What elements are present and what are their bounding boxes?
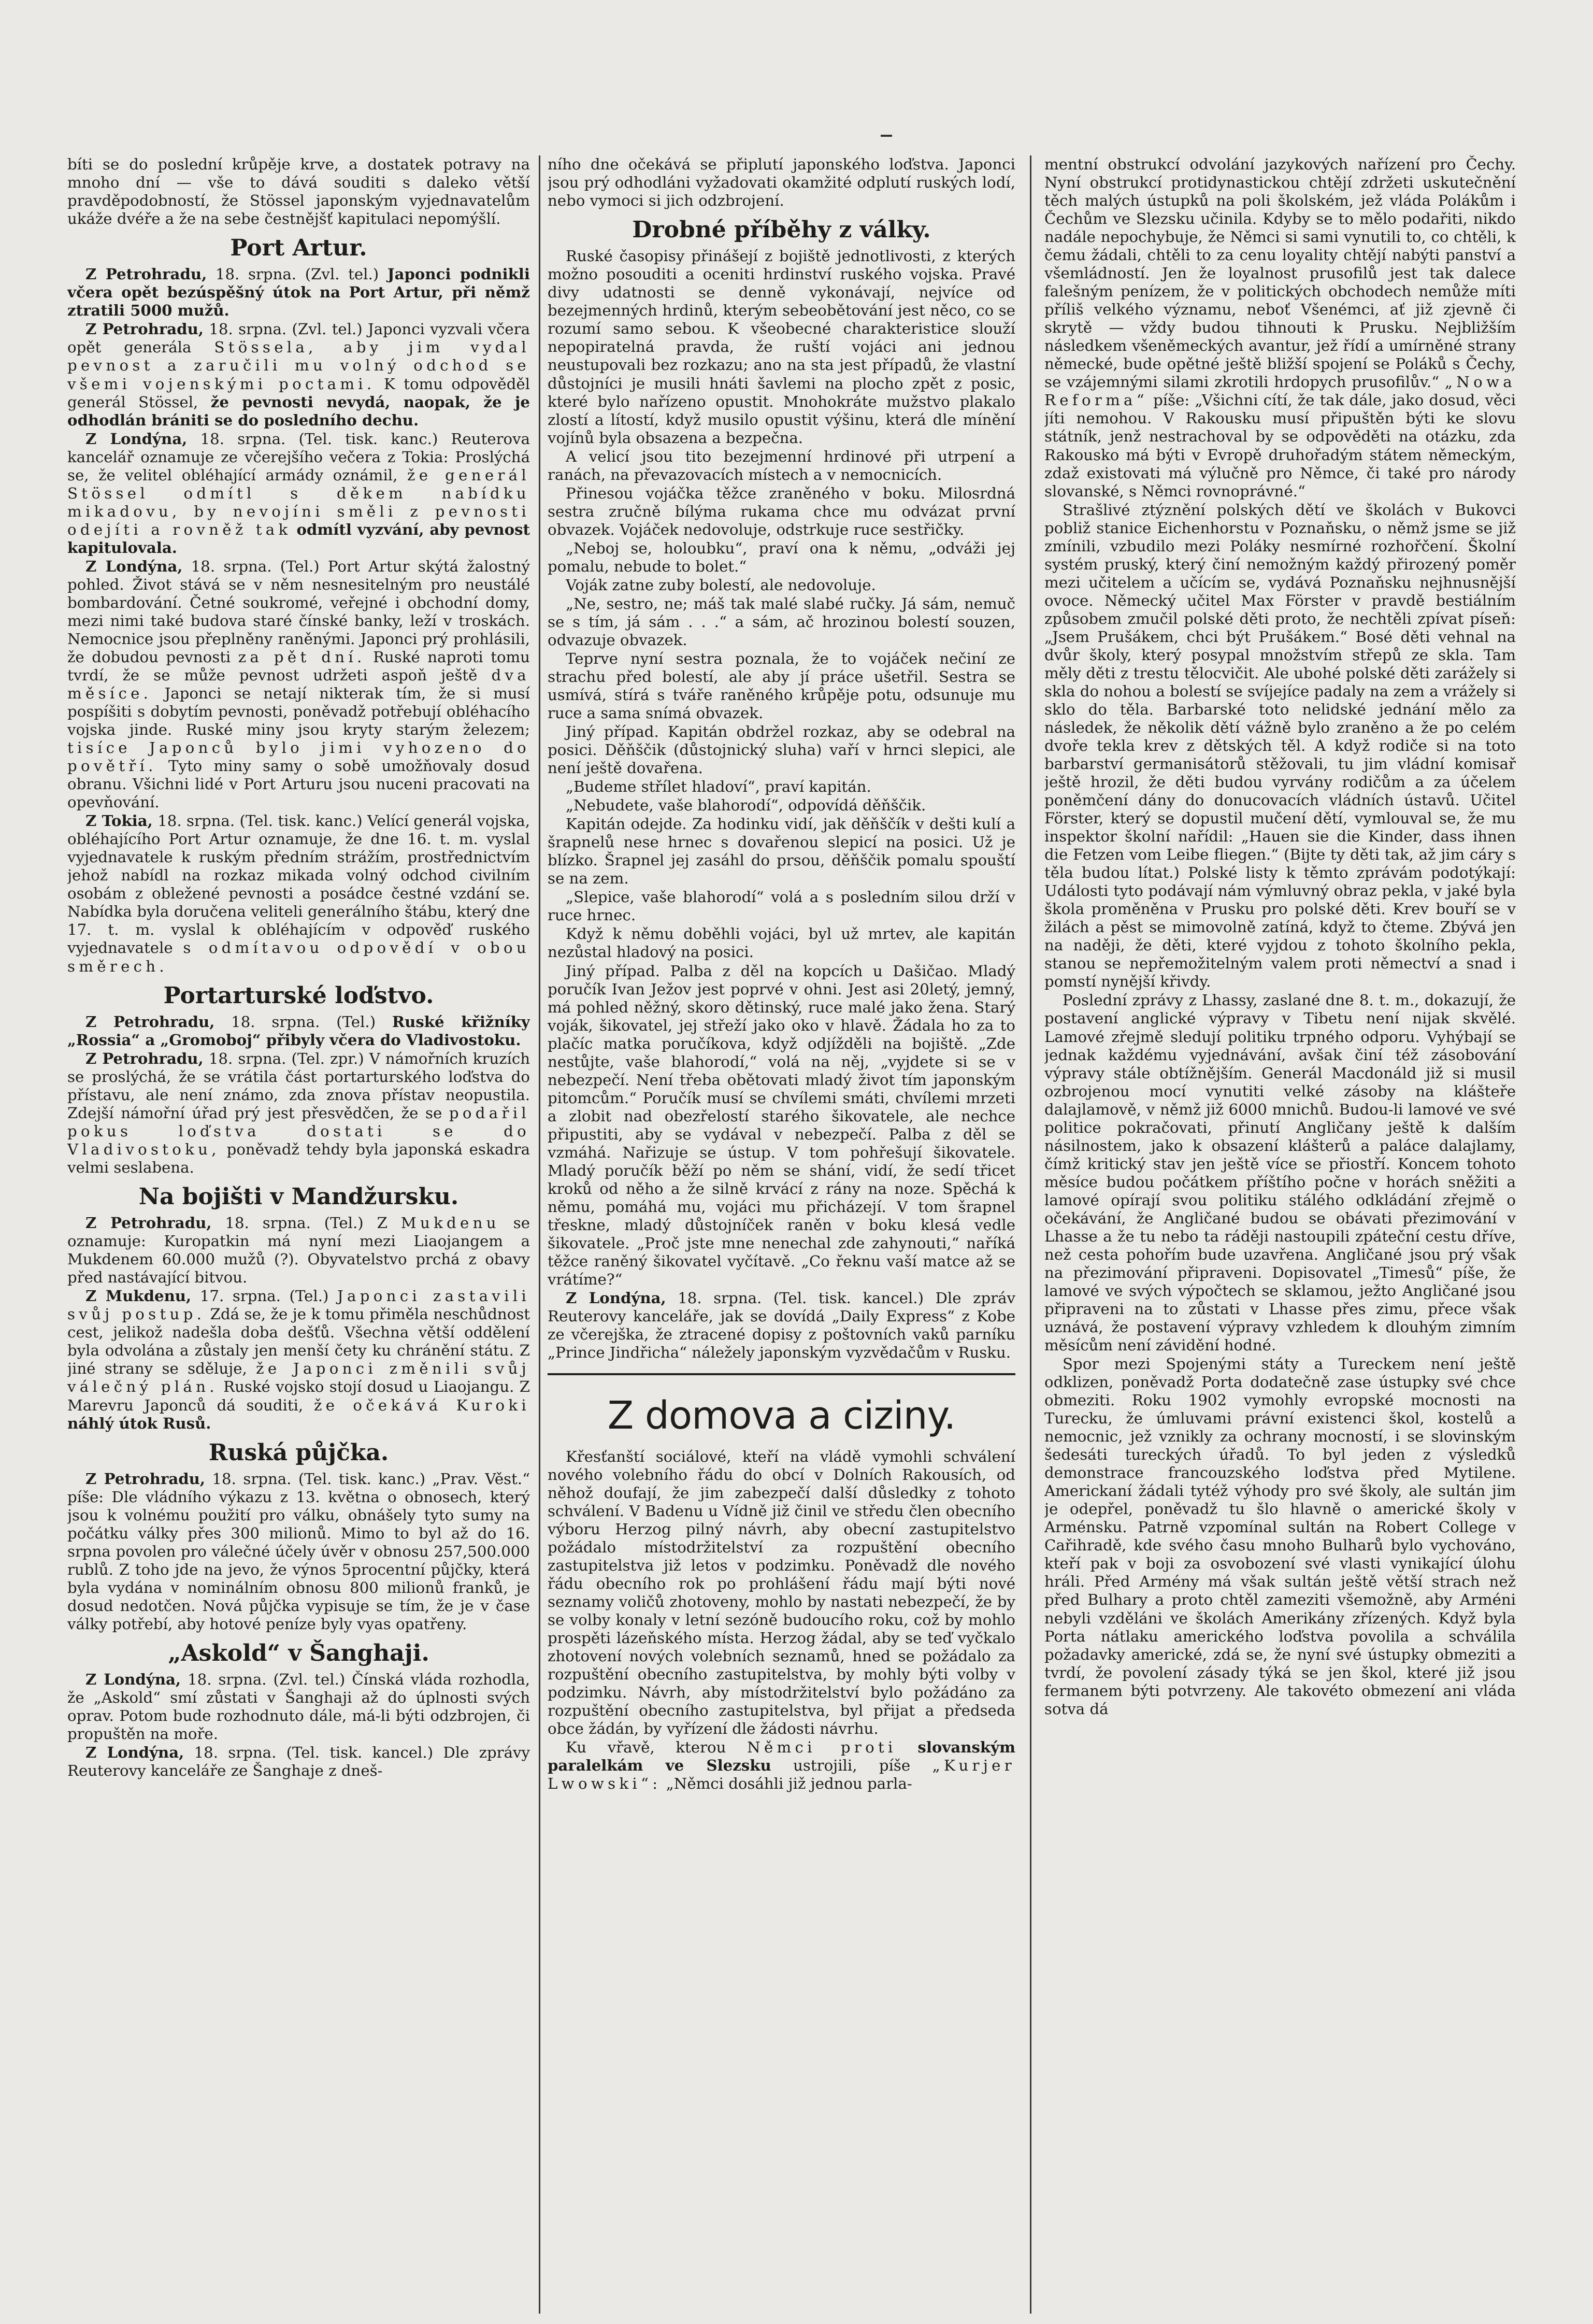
news-text: 18. srpna. (Zvl. tel.): [215, 265, 379, 283]
news-item: [67, 265, 530, 320]
news-text: 18. srpna. (Tel. tisk. kanc.) Velící generál vojska, obléhajícího Port Artur oznamuje, že dne 16. t. m. vyslal vyjednavatele k ruským předním strážím, prostřednictvím jehož nabídl na rozkaz mikada volný odchod civilním osobám z obležené pevnosti a posádce čestné vzdání se. Nabídka byla doručena veliteli generálního štábu, který dne 17. t. m. vyslal k obléhajícím v odpověď ruského vyjednavatele: [67, 812, 530, 957]
paragraph: Jiný případ. Kapitán obdržel rozkaz, aby se odebral na posici. Děňščik (důstojnický sluha) vaří v hrnci slepici, ale není ještě dovařena.: [548, 723, 1015, 777]
news-bold: odmítl vyzvání, aby pevnost kapitulovala.: [67, 520, 530, 557]
news-text: 18. srpna. (Tel. tisk. kancel.) Dle zpráv Reuterovy kanceláře, jak se dovídá „Daily Express“ z Kobe ze včerejška, že ztracené dopisy z poštovních vaků parníku „Prince Jindřicha“ náležely japonským vyzvědačům v Rusku.: [548, 1289, 1015, 1362]
section-heading-lodstvo: Portarturské loďstvo.: [163, 982, 434, 1009]
dateline: Z Petrohradu,: [85, 1013, 215, 1031]
paragraph: „Nebudete, vaše blahorodí“, odpovídá děňščik.: [566, 796, 926, 815]
dateline: Z Londýna,: [85, 430, 188, 448]
dateline: Z Petrohradu,: [85, 320, 204, 338]
news-item: [67, 812, 530, 975]
paragraph: „Neboj se, holoubku“, praví ona k němu, „odváži jej pomalu, nebude to bolet.“: [548, 539, 1015, 575]
paragraph: Poslední zprávy z Lhassy, zaslané dne 8. t. m., dokazují, že postavení anglické výpravy v Tibetu není nijak skvělé. Lamové zřejmě sledují politiku trpného odporu. Vyhýbají se jednak každému vyjednávání, avšak činí též zásobování výpravy stále obtížnějším. Generál Macdonáld již si musil ozbrojenou mocí vynutiti velké zásoby na klášteře dalajlamově, v němž již 6000 mnichů. Budou-li lamové ve své politice pokračovati, přinutí Angličany ještě k dalším násilnostem, jako k obsazení klášterů a paláce dalajlamy, čímž kritický stav jen ještě více se přiostří. Koncem tohoto měsíce budou počátkem příštího počne v horách sněžiti a lamové opírají svou politiku stálého odkládání zřejmě o očekávání, že Angličané budou se obávati přezimování v Lhasse a že tu nebo ta ráději nastoupili zpáteční cestu dříve, než cesta pohořím bude uzavřena. Angličané jsou prý však na přezimování připraveni. Dopisovatel „Timesů“ píše, že lamové ve svých výpočtech se sklamou, ježto Angličané jsou připraveni na to zůstati v Lhasse přes zimu, přece však uznává, že postavení výpravy vzhledem k dlouhým zimním měsícům není závidění hodné.: [1044, 991, 1516, 1355]
dateline: Z Petrohradu,: [85, 1049, 204, 1067]
news-bold: slovanským paralelkám ve Slezsku: [548, 1738, 1015, 1775]
news-text: 18. srpna. (Tel. tisk. kanc.) „Prav. Věst.“ píše: Dle vládního výkazu z 13. května o obnosech, který jsou k volnému použití pro válku, obnášely tyto sumy na počátku války přes 300 milionů. Mimo to byl až do 16. srpna povolen pro válečné účely úvěr v obnosu 257,500.000 rublů. Z toho jde na jevo, že výnos 5procentní půjčky, která byla vydána v nominálním obnosu 800 milionů franků, je dosud nedotčen. Nová půjčka vypisuje se tím, že je v čase války potřebí, aby hotové peníze byly vyas opatřeny.: [67, 1470, 530, 1633]
dateline: Z Petrohradu,: [85, 265, 207, 283]
news-item: [67, 1287, 530, 1432]
news-text: Ku vřavě, kterou: [566, 1738, 726, 1757]
news-item: [67, 1744, 530, 1780]
news-item: [548, 1289, 1015, 1362]
news-text: poněvadž tehdy byla japonská eskadra velmi seslabena.: [67, 1140, 530, 1176]
section-heading-pribehy: Drobné příběhy z války.: [632, 217, 931, 244]
section-heading-z-domova: Z domova a ciziny.: [548, 1373, 1015, 1436]
news-bold: Japonci podnikli včera opět bezúspěšný útok na Port Artur, při němž ztratili 5000 mužů.: [67, 265, 530, 320]
news-item: [67, 320, 530, 429]
paragraph: Spor mezi Spojenými státy a Tureckem není ještě odklizen, poněvadž Porta dodatečně zase ústupky své chce obmeziti. Roku 1902 vymohly evropské mocnosti na Turecku, že úmluvami právní existenci škol, kostelů a nemocnic, jež vznikly za ochrany mocností, i se slovinským šedesáti tureckých úřadů. To byl jeden z výsledků demonstrace francouzského loďstva před Mytilene. Americkaní žádali tytéž výhody pro své školy, ale sultán jim je odepřel, poněvadž tu šlo hlavně o americké školy v Arménsku. Patrně vzpomínal sultán na Robert College v Cařihradě, kde svého času mnoho Bulharů bylo vychováno, kteří pak v boji za osvobození své vlasti vynikající úlohu hráli. Před Armény má však sultán ještě větší strach než před Bulhary a proto chtěl zameziti všemožně, aby Arméni nebyli vzděláni ve školách Amerikány zřízených. Když byla Porta nátlaku amerického loďstva povolila a schválila požadavky americké, zdá se, že nyní své ústupky obmeziti a tvrdí, že povolení zásady týká se jen škol, které již jsou fermanem býti potvrzeny. Ale takovéto obmezení ani vláda sotva dá: [1044, 1355, 1516, 1718]
dateline: Z Tokia,: [85, 812, 153, 830]
news-text: Ruské vojsko stojí dosud u Liaojangu. Z Marevru Japonců dá souditi,: [67, 1378, 530, 1414]
news-text: K tomu odpověděl generál Stössel,: [67, 375, 530, 411]
news-text: 18. srpna. (Zvl. tel.) Japonci vyzvali včera opět generála: [67, 320, 530, 357]
paragraph: Přinesou vojáčka těžce zraněného v boku. Milosrdná sestra zručně bílýma rukama chce mu odvázat první obvazek. Vojáček nedovoluje, odstrkuje ruce sestřičky.: [548, 484, 1015, 538]
spaced-text: že Japonci změnili svůj válečný plán.: [67, 1360, 530, 1396]
news-text: Ruské naproti tomu tvrdí, že se může pevnost udržeti aspoň ještě: [67, 648, 530, 684]
news-item: [67, 1671, 530, 1743]
paragraph: „Slepice, vaše blahorodí“ volá a s posledním silou drží v ruce hrnec.: [548, 888, 1015, 924]
paragraph: Strašlivé ztýznění polských dětí ve školách v Bukovci pobliž stanice Eichenhorstu v Poznaňsku, o němž jsme se již zmínili, vzbudilo mezi Poláky nesmírné rozhořčení. Školní systém pruský, který činí nemožným každý přirozený poměr mezi učitelem a učícím se, vydává Poznaňsku nejhnusnější ovoce. Německý učitel Max Förster v pravdě bestiálním způsobem zmučil polské děti proto, že nechtěli zpívat píseň: „Jsem Prušákem, chci být Prušákem.“ Bosé děti vehnal na dvůr školy, který posypal množstvím střepů ze skla. Tam měly děti z trestu tělocvičit. Ale ubohé polské děti zarážely si skla do nohou a bolestí se svíjejíce padaly na zem a vrážely si sklo do těla. Barbarské toto nelidské jednání mělo za následek, že několik dětí vážně bylo zraněno a že po celém dvoře tekla krev z dětských těl. A když rodiče si na toto barbarství germanisátorů stěžovali, tu jim vládní komisař ještě hrozil, že děti budou vyrvány rodičům a za účelem poněmčení dány do donucovacích vládních ústavů. Učitel Förster, který se dopustil mučení dětí, vymlouval se, že mu inspektor školní nařídil: „Hauen sie die Kinder, dass ihnen die Fetzen vom Leibe fliegen.“ (Bijte ty děti tak, až jim cáry s těla budou lítat.) Polské listy k těmto zprávám podotýkají: Události tyto podávají nám výmluvný obraz pekla, v jaké byla škola proměněna v Prusku pro polské děti. Krev bouří se v žilách a pěst se mimovolně zatíná, když to čteme. Zbývá jen na naději, že děti, které vyjdou z tohoto školního pekla, stanou se nepřemožitelným valem proti němectví a snad i pomstí nynější křivdy.: [1044, 501, 1516, 991]
spaced-text: „Kurjer Lwowski“:: [548, 1757, 1015, 1793]
spaced-text: tisíce Japonců bylo jimi vyhozeno do povětří.: [67, 739, 530, 775]
paragraph: Křesťanští sociálové, kteří na vládě vymohli schválení nového volebního řádu do obcí v Dolních Rakousích, od něhož doufají, že jim zabezpečí další důsledky z tohoto schválení. V Badenu u Vídně již činil ve středu člen obecního výboru Herzog pilný návrh, aby obecní zastupitelstvo požádalo místodržitelství za rozpuštění obecního zastupitelstva již letos v podzimku. Poněvadž dle nového řádu obecního rok po prohlášení řádu mají býti nové seznamy voličů zhotoveny, mohlo by nastati nebezpečí, že by se volby konaly v letní sezóně budoucího roku, což by mohlo prospěti lázeňského místa. Herzog žádal, aby se teď vyčkalo zhotovení nových volebních seznamů, hned se požádalo za rozpuštění obecního zastupitelstva, by mohly býti volby v podzimku. Návrh, aby místodržitelství bylo požádáno za rozpuštění obecního zastupitelstva, byl přijat a předseda obce žádán, by vyřízení dle žádosti návrhu.: [548, 1447, 1015, 1738]
news-text: píše: „Všichni cítí, že tak dále, jako dosud, věci jíti nemohou. V Rakousku musí připuštěn býti ke slovu státník, jenž nestrachoval by se odpověděti na otázku, zda Rakousko má býti v Evropě druhořadým státem německým, zdaž existovati má výlučně pro Němce, či také pro národy slovanské, s Němci rovnoprávné.“: [1044, 391, 1516, 500]
section-heading-askold: „Askold“ v Šanghaji.: [168, 1640, 429, 1667]
news-text: 18. srpna. (Tel. tisk. kanc.) Reuterova kancelář oznamuje ze včerejšího večera z Tokia: Proslýchá se, že velitel obléhající armády oznámil,: [67, 430, 530, 484]
news-text: 18. srpna. (Tel. tisk. kancel.) Dle zprávy Reuterovy kanceláře ze Šanghaje z dneš-: [67, 1744, 530, 1780]
column-3: [1044, 155, 1516, 2314]
dateline: Z Petrohradu,: [85, 1214, 212, 1232]
news-text: Tyto miny samy o sobě umožňovaly dosud obranu. Všichni lidé v Port Arturu jsou nuceni pracovati na opevňování.: [67, 757, 530, 811]
spaced-text: že očekává Kuroki: [314, 1396, 530, 1414]
news-text: 17. srpna. (Tel.): [199, 1287, 329, 1305]
paragraph: ního dne očekává se připlutí japonského loďstva. Japonci jsou prý odhodláni vyžadovati okamžité odplutí ruských lodí, nebo vymoci si jich odzbrojení.: [548, 155, 1015, 210]
section-heading-mandzursko: Na bojišti v Mandžursku.: [138, 1184, 459, 1210]
paragraph: Kapitán odejde. Za hodinku vidí, jak děňščík v dešti kulí a šrapnelů nese hrnec s dovařenou slepicí na posici. Už je blízko. Šrapnel jej zasáhl do prsou, děňščik pomalu spouští se na zem.: [548, 815, 1015, 888]
column-rule: [539, 155, 540, 2314]
paragraph: bíti se do poslední krůpěje krve, a dostatek potravy na mnoho dní — vše to dává souditi s daleko větší pravděpodobností, že Stössel japonským vyjednavatelům ukáže dvéře a že na sebe čestnějšť kapitulaci nepomýšlí.: [67, 155, 530, 228]
news-bold: že pevnosti nevydá, naopak, že je odhodlán brániti se do posledního dechu.: [67, 393, 530, 429]
spaced-text: dva měsíce.: [67, 666, 530, 703]
paragraph: [548, 1738, 1015, 1793]
column-rule: [1030, 155, 1031, 2314]
news-item: [67, 558, 530, 811]
news-text: se oznamuje: Kuropatkin má nyní mezi Liaojangem a Mukdenem 60.000 mužů (?). Obyvatelstvo prchá z obavy před nastávající bitvou.: [67, 1214, 530, 1287]
news-text: 18. srpna. (Zvl. tel.) Čínská vláda rozhodla, že „Askold“ smí zůstati v Šanghaji až do úplnosti svých oprav. Potom bude rozhodnuto dále, má-li býti odzbrojen, či propuštěn na moře.: [67, 1671, 530, 1743]
spaced-text: Japonci zastavili svůj postup.: [67, 1287, 530, 1323]
news-item: [67, 1214, 530, 1287]
column-2: [548, 155, 1015, 2314]
dateline: Z Londýna,: [566, 1289, 666, 1307]
paragraph: Ruské časopisy přinášejí z bojiště jednotlivosti, z kterých možno posouditi a oceniti hrdinství ruského vojska. Pravé divy udatnosti se denně vykonávají, nejvíce od bezejmenných hrdinů, kterým sebeobětování jest něco, co se rozumí samo sebou. K všeobecné charakteristice slouží nepopiratelná pravda, že ruští vojáci ani jednou neustupovali bez rozkazu; ano na sta jest případů, že vlastní důstojníci je musili hnáti šavlemi na plocho zpět z posic, které bylo nařízeno opustit. Mnohokráte mužstvo plakalo zlostí a lítostí, když musilo opustit výšinu, která dle mínění vojínů byla obsazena a bezpečna.: [548, 247, 1015, 447]
spaced-text: Němci proti: [747, 1738, 897, 1757]
dateline: Z Mukdenu,: [85, 1287, 192, 1305]
print-mark: [881, 135, 892, 137]
dateline: Z Londýna,: [85, 1744, 184, 1762]
news-bold: Ruské křižníky „Rossia“ a „Gromoboj“ přibyly včera do Vladivostoku.: [67, 1013, 530, 1049]
spaced-text: podařil pokus loďstva dostati se do Vladivostoku,: [67, 1104, 530, 1158]
news-item: [67, 1470, 530, 1633]
paragraph: A velicí jsou tito bezejmenní hrdinové při utrpení a ranách, na převazovacích místech a v nemocnicích.: [548, 447, 1015, 483]
news-text: „Němci dosáhli již jednou parla-: [666, 1775, 912, 1793]
news-text: 18. srpna. (Tel.): [231, 1013, 376, 1031]
news-item: [67, 1013, 530, 1049]
paragraph: Jiný případ. Palba z děl na kopcích u Dašičao. Mladý poručík Ivan Ježov jest poprvé v ohni. Jest asi 20letý, jemný, má pohled něžný, skoro dětinský, ruce malé jako žena. Starý voják, šikovatel, jej střeží jako oko v hlavě. Žádala ho za to plačíc matka poručíkova, když odjížděli na bojiště. „Zde nestůjte, vaše blahorodí,“ volá na něj, „vyjdete si se v nebezpečí. Není třeba obětovati mladý život tím japonským pitomcům.“ Poručík musí se chvílemi smáti, chvílemi mrzeti a zlobit nad obezřelostí starého šikovatele, ale nechce připustiti, aby se vydával v nebezpečí. Palba z děl se vzmáhá. Nařizuje se ústup. V tom pohřešují šikovatele. Mladý poručík běží po něm se shání, vidí, že sedí třicet kroků od něho a že silně krvácí z rány na noze. Spěchá k němu, pomáhá mu, vojáci mu přicházejí. V tom šrapnel třeskne, mladý důstojníček raněn v boku klesá vedle šikovatele. „Proč jste mne nenechal zde zahynouti,“ naříká těžce raněný šikovatel vyčítavě. „Co řeknu vaší matce až se vrátíme?“: [548, 962, 1015, 1289]
paragraph: „Ne, sestro, ne; máš tak malé slabé ručky. Já sám, nemuč se s tím, já sám . . .“ a sám, ač hrozinou bolestí souzen, odvazuje obvazek.: [548, 594, 1015, 649]
column-1: [67, 155, 530, 2314]
paragraph: Voják zatne zuby bolestí, ale nedovoluje.: [566, 576, 876, 594]
spaced-text: Stössela, aby jim vydal pevnost a zaručili mu volný odchod se všemi vojenskými poctami.: [67, 338, 530, 393]
spaced-text: za pět dní.: [238, 648, 366, 666]
paragraph: [1044, 155, 1516, 501]
news-text: 18. srpna. (Tel. zpr.) V námořních kruzích se proslýchá, že se vrátila část portarturského loďstva do přístavu, ale není známo, zda znova přístav neopustila. Zdejší námořní úřad prý jest přesvědčen, že se: [67, 1049, 530, 1122]
paragraph: Teprve nyní sestra poznala, že to vojáček nečiní ze strachu před bolestí, ale aby jí práce ušetřil. Sestra se usmívá, stírá s tváře raněného krůpěje potu, odsunuje mu ruce a sama snímá obvazek.: [548, 649, 1015, 722]
dateline: Z Londýna,: [85, 1671, 181, 1689]
paragraph: „Budeme střílet hladoví“, praví kapitán.: [566, 778, 871, 796]
dateline: Z Londýna,: [85, 557, 183, 575]
section-heading-port-artur: Port Artur.: [230, 235, 367, 262]
spaced-text: Mukdenu: [400, 1214, 500, 1232]
news-text: ustrojili, píše: [793, 1757, 911, 1775]
spaced-text: že generál Stössel odmítl s děkem nabídku mikadovu, by nevojíni směli z pevnosti odejíti a rovněž tak: [67, 466, 530, 538]
news-text: Zdá se, že je k tomu přiměla neschůdnost cest, jelikož nadešla doba dešťů. Všechna větší oddělení byla odvolána a zůstaly jen menší čety ku chránění státu. Z jiné strany se sděluje,: [67, 1305, 530, 1378]
section-heading-pujcka: Ruská půjčka.: [208, 1439, 389, 1466]
news-text: 18. srpna. (Tel.) Port Artur skýtá žalostný pohled. Život stává se v něm nesnesitelným pro neustálé bombardování. Četné soukromé, veřejné i obchodní domy, mezi nimi také budova staré čínské banky, leží v troskách. Nemocnice jsou přeplněny raněnými. Japonci prý prohlásili, že dobudou pevnosti: [67, 557, 530, 666]
news-item: [67, 430, 530, 557]
paragraph: Když k němu doběhli vojáci, byl už mrtev, ale kapitán nezůstal hladový na posici.: [548, 925, 1015, 961]
news-text: Japonci se netají nikterak tím, že si musí pospíšiti s dobytím pevnosti, poněvadž potřebují obléhacího vojska jinde. Ruské miny jsou kryty starým železem;: [67, 685, 530, 739]
news-bold: náhlý útok Rusů.: [67, 1414, 211, 1432]
spaced-text: „Nowa Reforma“: [1044, 373, 1516, 409]
dateline: Z Petrohradu,: [85, 1470, 206, 1488]
spaced-text: s odmítavou odpovědí v obou směrech.: [67, 939, 530, 975]
news-text: 18. srpna. (Tel.) Z: [225, 1214, 388, 1232]
news-item: [67, 1050, 530, 1177]
news-text: mentní obstrukcí odvolání jazykových nařízení pro Čechy. Nyní obstrukcí protidynastickou chtějí zdržeti uskutečnění těch malých ústupků na poli školském, jež vláda Polákům i Čechům ve Slezsku učinila. Kdyby se to mělo podařiti, nikdo nadále nepochybuje, že Němci si sami vynutili to, co chtěli, k čemu žádali, chtěli to za cenu loyality chtějí nabýti panství a všemládností. Jen že loyalnost prusofilů jest tak dalece falešným penízem, že v politických obchodech nemůže míti příliš velkého významu, neboť Všenémci, ať již zjevně či skrytě — vždy budou tihnouti k Prusku. Nejbližším následkem všeněmeckých avantur, jež řídí a umírněné strany německé, bude opětné ještě bližší spojení se Poláků s Čechy, se vzájemnými silami zkrotili hrdopych prusofilův.“: [1044, 155, 1516, 391]
